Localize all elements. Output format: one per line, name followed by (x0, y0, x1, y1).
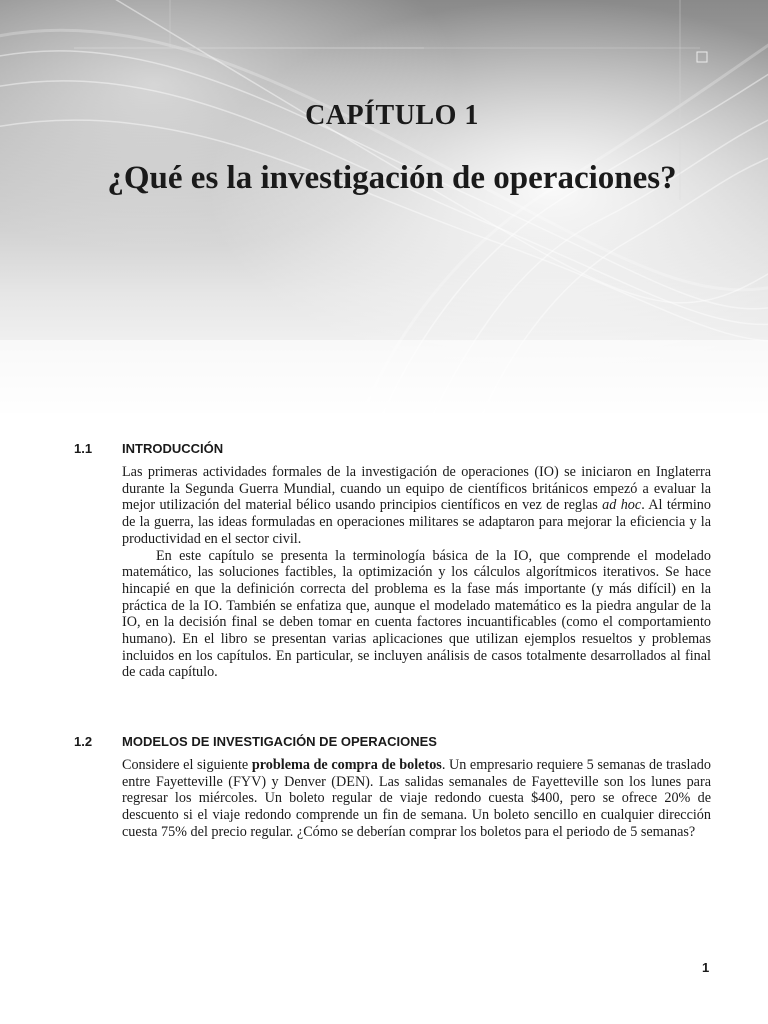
paragraph-text: Las primeras actividades formales de la investigación de operaciones (IO) se iniciaron en Inglaterra durante la Segunda Guerra Mundial, cuando un equipo de científicos británicos empezó a evaluar la mejor utilización del material bélico usando principios científicos en vez de reglas (122, 464, 711, 514)
paragraph (122, 464, 711, 548)
section-body (122, 464, 711, 681)
section-body (122, 757, 711, 841)
bold-term: problema de compra de boletos (251, 757, 442, 773)
paragraph-text: . Al término de la guerra, las ideas formuladas en operaciones militares se adaptaron para mejorar la eficiencia y la productividad en el sector civil. (122, 497, 711, 547)
section-number: 1.2 (74, 734, 93, 749)
paragraph: En este capítulo se presenta la terminología básica de la IO, que comprende el modelado matemático, las soluciones factibles, la optimización y los cálculos algorítmicos iterativos. Se hace hincapié en que la definición correcta del problema es la fase más importante (y más difícil) en la práctica de la IO. También se enfatiza que, aunque el modelado matemático es la piedra angular de la IO, en la decisión final se deben tomar en cuenta factores incuantificables (como el comportamiento humano). En el libro se presentan varias aplicaciones que utilizan ejemplos resueltos y problemas incluidos en los capítulos. En particular, se incluyen análisis de casos totalmente desarrollados al final de cada capítulo. (122, 547, 711, 681)
section-number: 1.1 (74, 441, 93, 456)
section-heading: INTRODUCCIÓN (122, 441, 224, 456)
paragraph (122, 757, 711, 841)
paragraph-text: . Un empresario requiere 5 semanas de traslado entre Fayetteville (FYV) y Denver (DEN). Las salidas semanales de Fayetteville son los lunes para regresar los miércoles. Un boleto regular de viaje redondo cuesta $400, pero se ofrece 20% de descuento si el viaje redondo comprende un fin de semana. Un boleto sencillo en cualquier dirección cuesta 75% del precio regular. ¿Cómo se deberían comprar los boletos para el periodo de 5 semanas? (122, 757, 711, 840)
section-heading: MODELOS DE INVESTIGACIÓN DE OPERACIONES (122, 734, 437, 749)
page-number: 1 (702, 960, 710, 975)
chapter-label: CAPÍTULO 1 (305, 100, 479, 131)
chapter-banner-graphic (0, 0, 768, 420)
chapter-title: ¿Qué es la investigación de operaciones? (107, 160, 677, 196)
emphasized-text: ad hoc (602, 497, 642, 514)
paragraph-text: Considere el siguiente (122, 757, 252, 773)
